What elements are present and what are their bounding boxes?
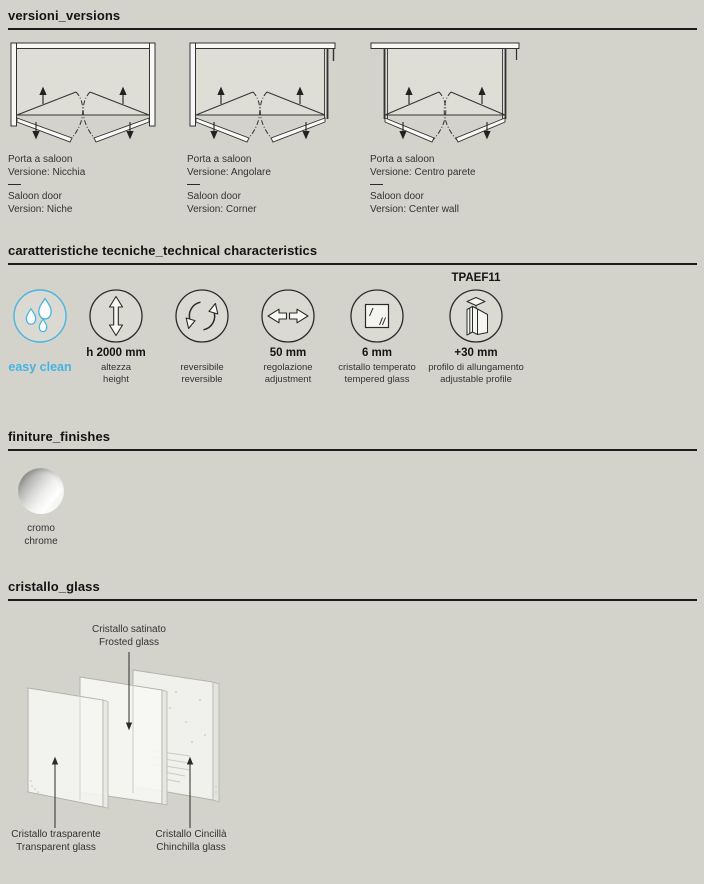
- char-caption-it: reversibile: [180, 362, 224, 373]
- transparent-glass-label: [2, 829, 110, 854]
- char-caption-it: cristallo temperato: [338, 362, 416, 373]
- glass-label-en: Chinchilla glass: [156, 841, 226, 853]
- saloon-door-corner-plan-diagram: [187, 40, 337, 152]
- frosted-glass-label: [49, 624, 209, 649]
- char-reversible: [154, 272, 250, 385]
- char-value: 50 mm: [269, 347, 307, 359]
- versions-section-title: versioni_versions: [8, 8, 697, 30]
- glass-label-en: Frosted glass: [98, 636, 160, 648]
- char-caption-it: regolazione: [263, 362, 313, 373]
- easy-clean-drops-icon: [12, 288, 68, 344]
- finish-name-it: cromo: [27, 523, 55, 534]
- version-label-en-line1: Saloon door: [370, 191, 424, 202]
- finish-name-en: chrome: [24, 535, 58, 547]
- glass-label-en: Transparent glass: [16, 841, 96, 853]
- reversible-arrows-icon: [174, 288, 230, 344]
- version-label-it-line2: Versione: Angolare: [187, 166, 271, 178]
- version-label-it-line2: Versione: Nicchia: [8, 166, 86, 178]
- label-separator: [8, 184, 21, 185]
- char-caption-en: adjustable profile: [440, 373, 512, 385]
- saloon-door-niche-plan-diagram: [8, 40, 158, 152]
- glass-label-it: Cristallo trasparente: [11, 829, 101, 840]
- version-label-it-line2: Versione: Centro parete: [370, 166, 476, 178]
- version-label-en-line2: Version: Center wall: [370, 203, 459, 215]
- label-separator: [370, 184, 383, 185]
- version-label-it-line1: Porta a saloon: [8, 154, 73, 165]
- char-extension-profile: [406, 272, 546, 385]
- version-label-it-line1: Porta a saloon: [370, 154, 435, 165]
- char-value: h 2000 mm: [86, 347, 146, 359]
- saloon-door-center-wall-plan-diagram: [370, 40, 520, 152]
- version-label-en-line1: Saloon door: [8, 191, 62, 202]
- version-corner: [187, 40, 353, 216]
- char-easy-clean: [0, 272, 80, 374]
- version-label-en-line2: Version: Corner: [187, 203, 257, 215]
- version-niche: [8, 40, 174, 216]
- version-label-en-line2: Version: Niche: [8, 203, 73, 215]
- char-caption-it: profilo di allungamento: [428, 362, 524, 373]
- version-label-en-line1: Saloon door: [187, 191, 241, 202]
- glass-label-it: Cristallo Cincillà: [155, 829, 227, 840]
- char-caption-en: adjustment: [264, 373, 312, 385]
- char-caption-en: tempered glass: [344, 373, 410, 385]
- char-caption-en: height: [103, 373, 129, 385]
- adjustment-arrows-icon: [260, 288, 316, 344]
- easy-clean-label: easy clean: [8, 360, 72, 374]
- extension-profile-icon: [448, 288, 504, 344]
- transparent-glass-panel: [28, 688, 108, 808]
- tempered-glass-icon: [349, 288, 405, 344]
- char-caption-it: altezza: [100, 362, 132, 373]
- glass-section-title: cristallo_glass: [8, 579, 697, 601]
- char-value: 6 mm: [361, 347, 393, 359]
- profile-code: TPAEF11: [451, 272, 501, 284]
- finishes-section-title: finiture_finishes: [8, 429, 697, 451]
- chrome-swatch: [18, 468, 64, 514]
- char-height: [71, 272, 161, 385]
- characteristics-section-title: caratteristiche tecniche_technical characteristics: [8, 243, 697, 265]
- height-double-arrow-icon: [88, 288, 144, 344]
- glass-label-it: Cristallo satinato: [92, 624, 166, 635]
- char-value: +30 mm: [454, 347, 498, 359]
- finish-chrome: [10, 468, 72, 548]
- label-separator: [187, 184, 200, 185]
- version-label-it-line1: Porta a saloon: [187, 154, 252, 165]
- char-caption-en: reversible: [181, 373, 223, 385]
- version-center-wall: [370, 40, 536, 216]
- chinchilla-glass-label: [128, 829, 254, 854]
